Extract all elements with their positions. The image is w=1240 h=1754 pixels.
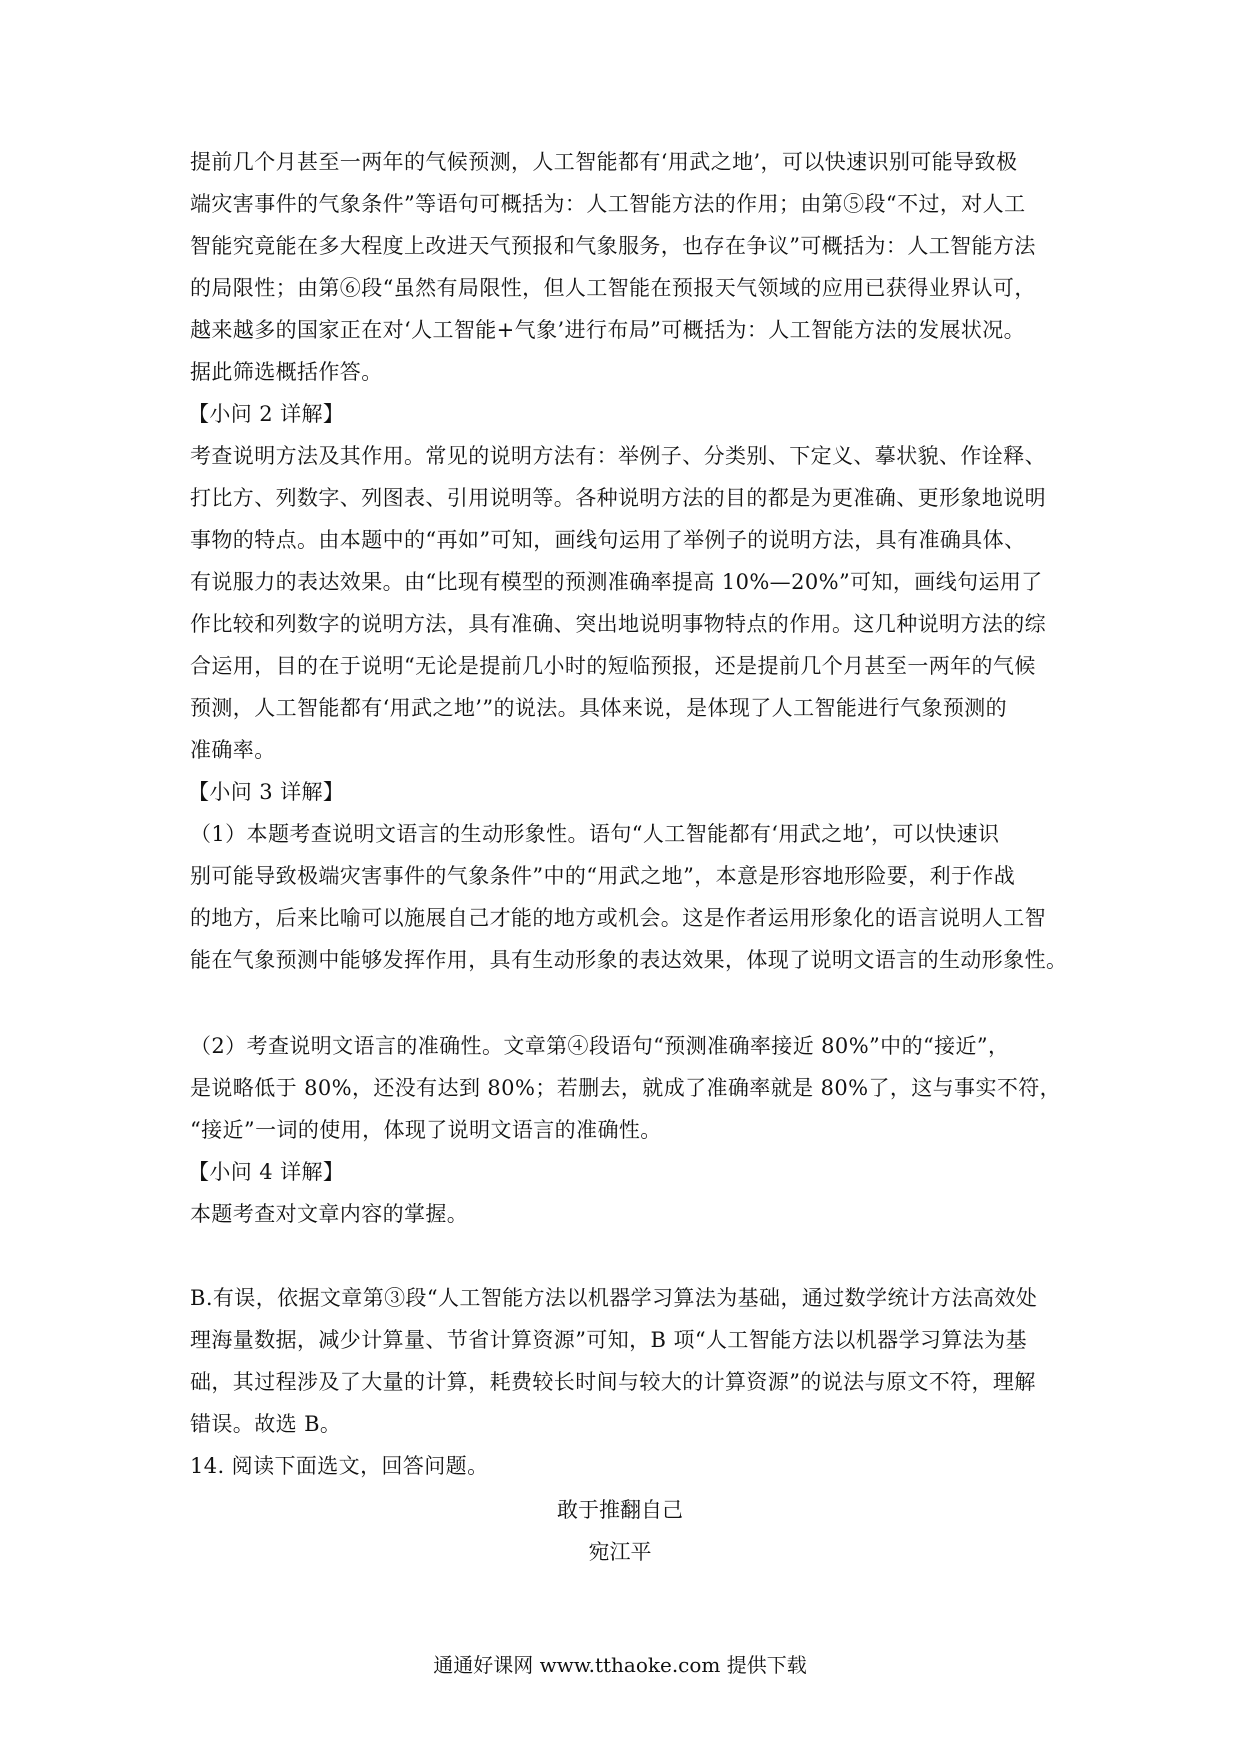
page-footer: 通通好课网 www.tthaoke.com 提供下载 (433, 1653, 807, 1677)
text-line: 础，其过程涉及了大量的计算，耗费较长时间与较大的计算资源”的说法与原文不符，理解 (190, 1370, 1036, 1394)
text-line: 的局限性；由第⑥段“虽然有局限性，但人工智能在预报天气领域的应用已获得业界认可， (190, 276, 1036, 300)
text-line: 预测，人工智能都有‘用武之地’”的说法。具体来说，是体现了人工智能进行气象预测的 (190, 696, 1008, 720)
text-line: “接近”一词的使用，体现了说明文语言的准确性。 (190, 1118, 662, 1142)
article-title: 敢于推翻自己 (557, 1498, 683, 1522)
text-line: （1）本题考查说明文语言的生动形象性。语句“人工智能都有‘用武之地’，可以快速识 (190, 822, 1000, 846)
question-line: 14. 阅读下面选文，回答问题。 (190, 1454, 489, 1478)
text-line: 本题考查对文章内容的掌握。 (190, 1202, 469, 1226)
text-line: 合运用，目的在于说明“无论是提前几小时的短临预报，还是提前几个月甚至一两年的气候 (190, 654, 1036, 678)
text-line: 提前几个月甚至一两年的气候预测，人工智能都有‘用武之地’，可以快速识别可能导致极 (190, 150, 1018, 174)
text-line: 准确率。 (190, 738, 276, 762)
section-heading: 【小问 4 详解】 (188, 1160, 345, 1184)
text-line: 错误。故选 B。 (190, 1412, 342, 1436)
article-author: 宛江平 (588, 1540, 652, 1564)
section-heading: 【小问 2 详解】 (188, 402, 345, 426)
text-line: 的地方，后来比喻可以施展自己才能的地方或机会。这是作者运用形象化的语言说明人工智 (190, 906, 1046, 930)
text-line: 端灾害事件的气象条件”等语句可概括为：人工智能方法的作用；由第⑤段“不过，对人工 (190, 192, 1026, 216)
text-line: 考查说明方法及其作用。常见的说明方法有：举例子、分类别、下定义、摹状貌、作诠释、 (190, 444, 1046, 468)
text-line: 打比方、列数字、列图表、引用说明等。各种说明方法的目的都是为更准确、更形象地说明 (190, 486, 1046, 510)
text-line: （2）考查说明文语言的准确性。文章第④段语句“预测准确率接近 80%”中的“接近”， (190, 1034, 1010, 1058)
text-line: 有说服力的表达效果。由“比现有模型的预测准确率提高 10%—20%”可知，画线句运用了 (190, 570, 1043, 594)
text-line: 是说略低于 80%，还没有达到 80%；若删去，就成了准确率就是 80%了，这与事实不符， (190, 1076, 1062, 1100)
text-line: 理海量数据，减少计算量、节省计算资源”可知，B 项“人工智能方法以机器学习算法为基 (190, 1328, 1027, 1352)
section-heading: 【小问 3 详解】 (188, 780, 345, 804)
text-line: 智能究竟能在多大程度上改进天气预报和气象服务，也存在争议”可概括为：人工智能方法 (190, 234, 1036, 258)
text-line: 据此筛选概括作答。 (190, 360, 383, 384)
text-line: 能在气象预测中能够发挥作用，具有生动形象的表达效果，体现了说明文语言的生动形象性。 (190, 948, 1068, 972)
text-line: B.有误，依据文章第③段“人工智能方法以机器学习算法为基础，通过数学统计方法高效处 (190, 1286, 1038, 1310)
text-line: 事物的特点。由本题中的“再如”可知，画线句运用了举例子的说明方法，具有准确具体、 (190, 528, 1026, 552)
text-line: 作比较和列数字的说明方法，具有准确、突出地说明事物特点的作用。这几种说明方法的综 (190, 612, 1046, 636)
text-line: 越来越多的国家正在对‘人工智能+气象’进行布局”可概括为：人工智能方法的发展状况。 (190, 318, 1026, 342)
text-line: 别可能导致极端灾害事件的气象条件”中的“用武之地”，本意是形容地形险要，利于作战 (190, 864, 1016, 888)
